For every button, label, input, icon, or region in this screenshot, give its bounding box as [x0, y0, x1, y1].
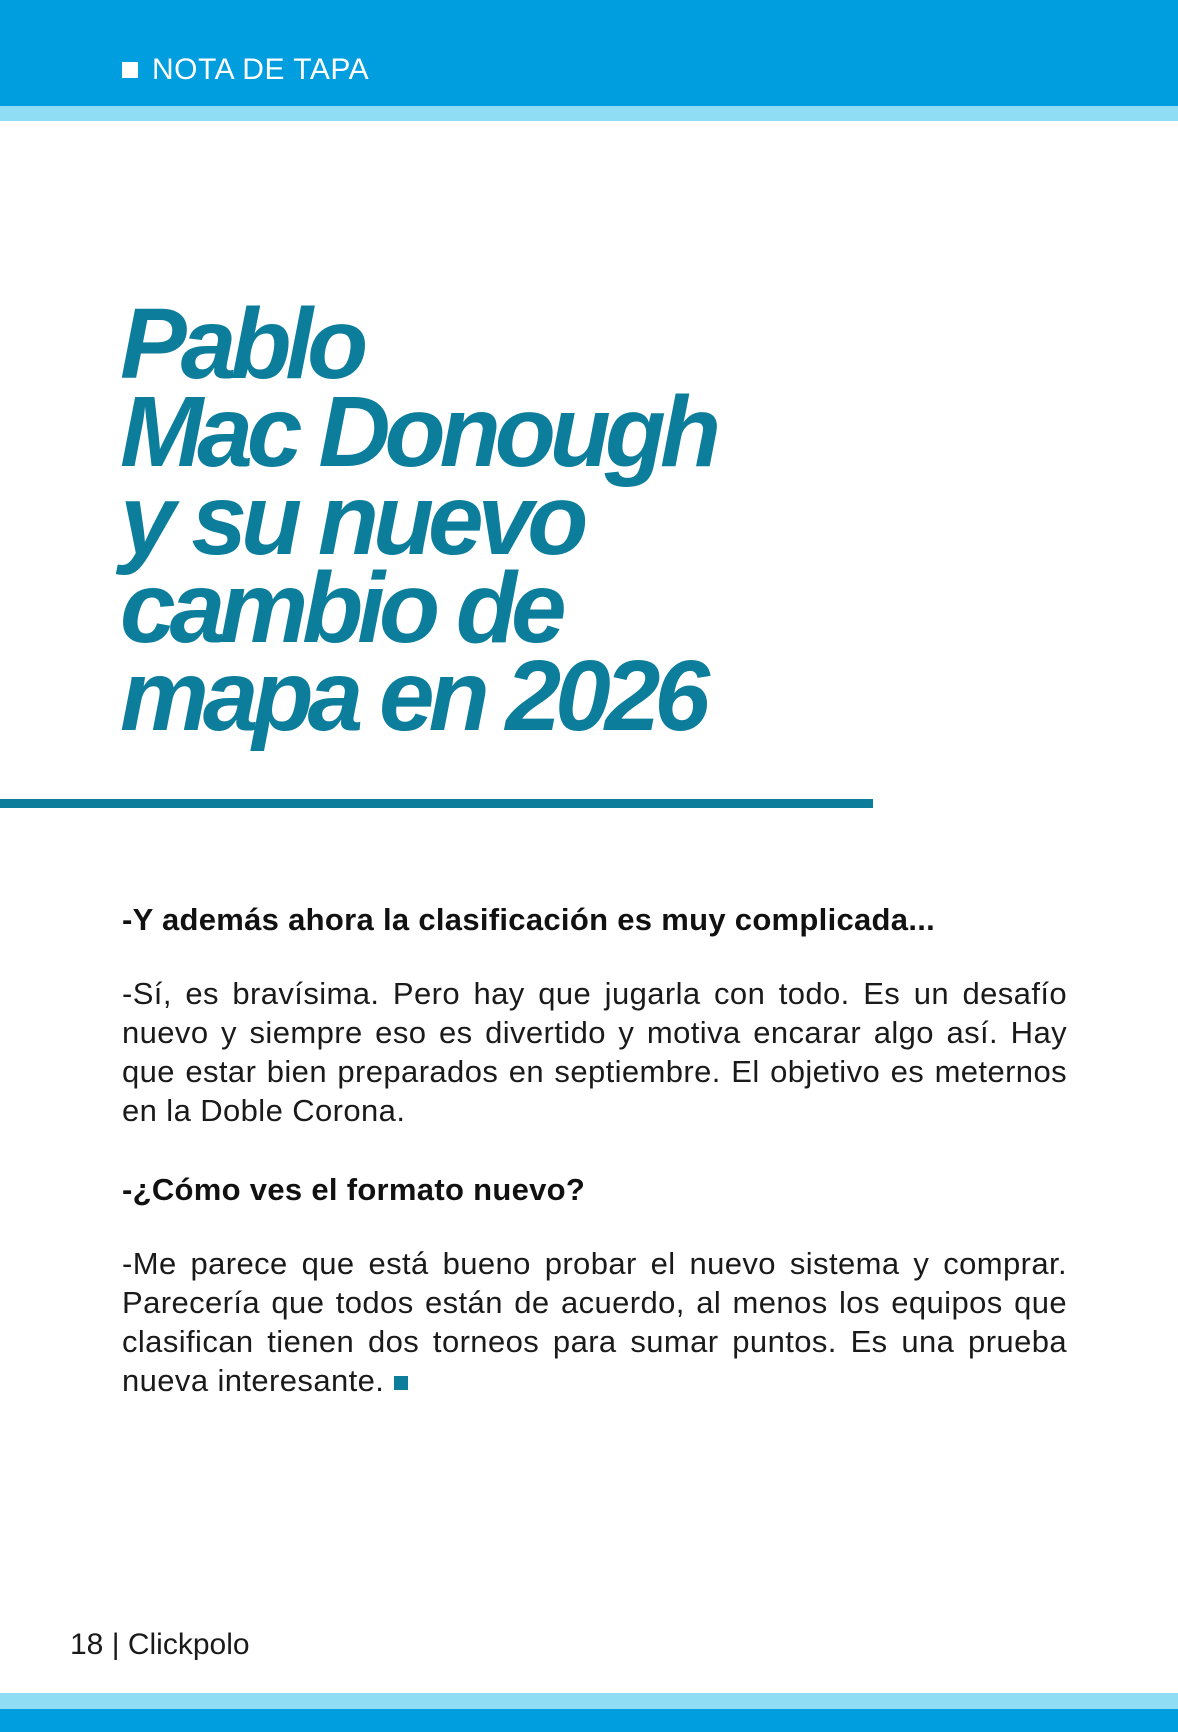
headline-line: cambio de: [120, 552, 561, 664]
article-headline: [120, 288, 1000, 752]
section-label: [122, 50, 369, 90]
headline-line: Pablo: [120, 288, 363, 400]
headline-line: y su nuevo: [120, 464, 583, 576]
footer-bar: [0, 1709, 1178, 1732]
interview-question: -Y además ahora la clasificación es muy complicada...: [122, 902, 936, 937]
section-label-text: NOTA DE TAPA: [152, 53, 370, 86]
header-stripe: [0, 106, 1178, 121]
interview-body: [122, 900, 1067, 1440]
interview-answer-text: -Me parece que está bueno probar el nuevo sistema y comprar. Parecería que todos están de acuerdo, al menos los equipos que clasifican tienen dos torneos para sumar puntos. Es una prueba nueva interesante.: [122, 1246, 1067, 1398]
headline-line: mapa en 2026: [120, 640, 704, 752]
interview-answer-final: [122, 1244, 1067, 1400]
footer-stripe: [0, 1693, 1178, 1709]
interview-question: -¿Cómo ves el formato nuevo?: [122, 1172, 586, 1207]
interview-answer: -Sí, es bravísima. Pero hay que jugarla con todo. Es un desafío nuevo y siempre eso es divertido y motiva encarar algo así. Hay que estar bien preparados en septiembre. El objetivo es meternos en la Doble Corona.: [122, 976, 1067, 1128]
page-footer: 18 | Clickpolo: [70, 1628, 250, 1661]
square-bullet-icon: [122, 62, 138, 78]
headline-divider: [0, 799, 873, 808]
headline-line: Mac Donough: [120, 376, 716, 488]
end-mark-icon: [394, 1376, 408, 1390]
